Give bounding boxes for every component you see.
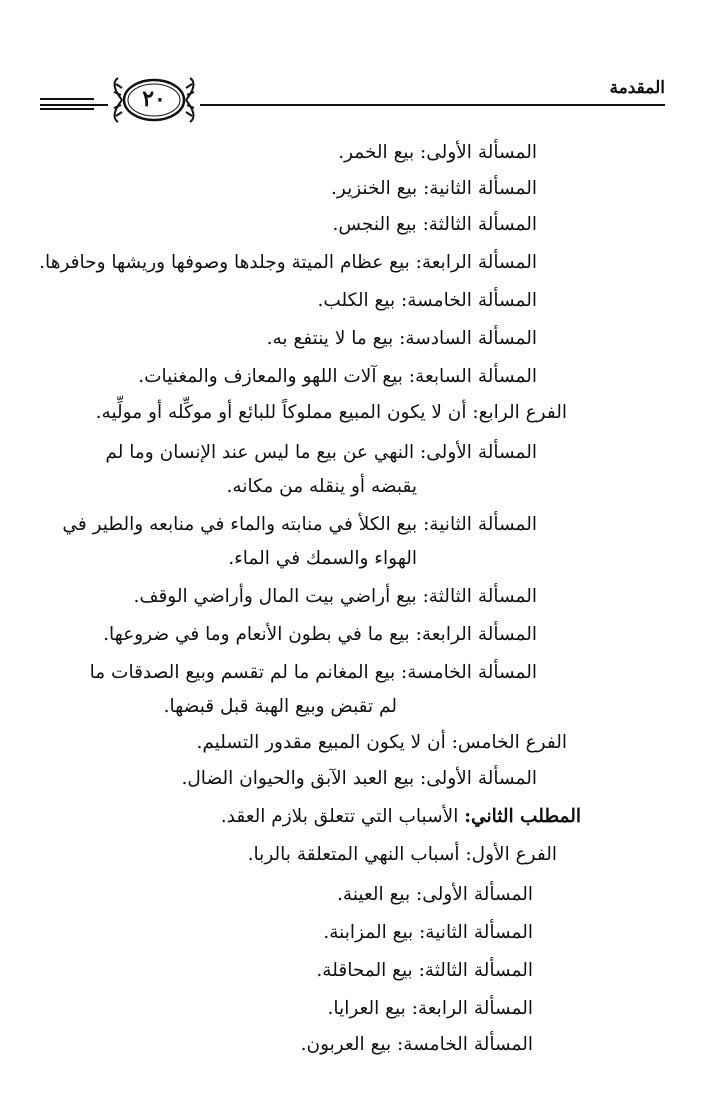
toc-line: المسألة الثانية: بيع الخنزير. <box>330 178 537 199</box>
toc-line: المسألة الرابعة: بيع ما في بطون الأنعام وما في ضروعها. <box>103 624 537 645</box>
toc-line: الفرع الرابع: أن لا يكون المبيع مملوكاً للبائع أو موكِّله أو مولِّيه. <box>95 402 567 423</box>
toc-line: المسألة الثانية: بيع المزابنة. <box>323 922 533 943</box>
toc-line: الهواء والسمك في الماء. <box>228 548 417 569</box>
toc-line: المسألة الأولى: بيع العبد الآبق والحيوان الضال. <box>181 768 537 789</box>
toc-line: المسألة الخامسة: بيع المغانم ما لم تقسم وبيع الصدقات ما <box>89 662 537 683</box>
section-heading-text: الأسباب التي تتعلق بلازم العقد. <box>220 806 465 827</box>
toc-line: المسألة الأولى: بيع العينة. <box>337 884 533 905</box>
toc-line: الفرع الخامس: أن لا يكون المبيع مقدور التسليم. <box>196 732 567 753</box>
toc-line: المسألة الرابعة: بيع عظام الميتة وجلدها وصوفها وريشها وحافرها. <box>39 252 537 273</box>
toc-line: المسألة السادسة: بيع ما لا ينتفع به. <box>266 328 537 349</box>
toc-line: المسألة الخامسة: بيع الكلب. <box>317 290 537 311</box>
toc-line: المسألة الأولى: بيع الخمر. <box>338 142 537 163</box>
toc-line: الفرع الأول: أسباب النهي المتعلقة بالربا. <box>247 844 557 865</box>
toc-line: يقبضه أو ينقله من مكانه. <box>226 476 417 497</box>
toc-line: المسألة السابعة: بيع آلات اللهو والمعازف والمغنيات. <box>138 366 537 387</box>
toc-line: المسألة الخامسة: بيع العربون. <box>300 1034 533 1055</box>
toc-line: المسألة الأولى: النهي عن بيع ما ليس عند الإنسان وما لم <box>105 442 537 463</box>
section-heading: المطلب الثاني: <box>464 806 581 827</box>
toc-line: المسألة الثانية: بيع الكلأ في منابته والماء في منابعه والطير في <box>62 514 537 535</box>
section-heading-line <box>221 804 581 830</box>
page-number: ٢٠ <box>142 86 166 112</box>
toc-line: المسألة الرابعة: بيع العرايا. <box>327 998 533 1019</box>
toc-line: المسألة الثالثة: بيع المحاقلة. <box>316 960 533 981</box>
toc-line: المسألة الثالثة: بيع النجس. <box>332 214 537 235</box>
toc-line: المسألة الثالثة: بيع أراضي بيت المال وأراضي الوقف. <box>133 586 537 607</box>
toc-line: لم تقبض وبيع الهبة قبل قبضها. <box>163 696 397 717</box>
running-title: المقدمة <box>609 78 665 98</box>
